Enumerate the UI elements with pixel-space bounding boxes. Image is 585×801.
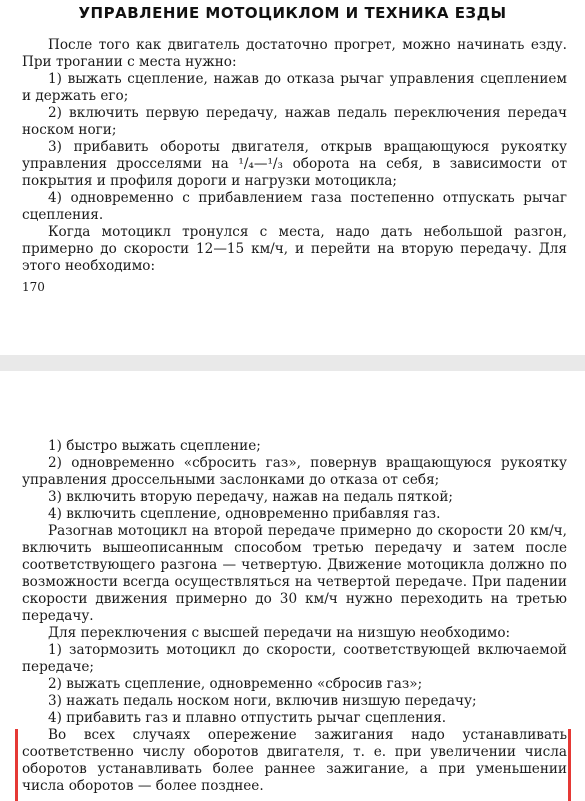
- list-item: 1) затормозить мотоцикл до скорости, соответствующей включаемой передаче;: [22, 642, 567, 675]
- paragraph: После того как двигатель достаточно прогрет, можно начинать езду. При трогании с места нужно:: [22, 37, 567, 70]
- list-item: 3) включить вторую передачу, нажав на педаль пяткой;: [48, 489, 453, 505]
- highlight-marker-right: [568, 729, 571, 801]
- paragraph: Разогнав мотоцикл на второй передаче примерно до скорости 20 км/ч, включить вышеописанным способом третью передачу и затем после соответствующего разгона — четвертую. Движение мотоцикла должно по возможности всегда осуществляться на четвертой передаче. При падении скорости движения примерно до 30 км/ч нужно переходить на третью передачу.: [22, 523, 567, 624]
- paragraph: Когда мотоцикл тронулся с места, надо дать небольшой разгон, примерно до скорости 12—15 км/ч, и перейти на вторую передачу. Для этого необходимо:: [22, 224, 567, 274]
- list-item: 2) одновременно «сбросить газ», повернув вращающуюся рукоятку управления дроссельными заслонками до отказа от себя;: [22, 455, 567, 488]
- list-item: 3) прибавить обороты двигателя, открыв вращающуюся рукоятку управления дросселями на ¹/₄—¹/₃ оборота на себя, в зависимости от покрытия и профиля дороги и нагрузки мотоцикла;: [22, 139, 567, 189]
- list-item: 4) прибавить газ и плавно отпустить рычаг сцепления.: [48, 710, 447, 726]
- list-item: 1) быстро выжать сцепление;: [48, 438, 261, 454]
- page-separator: [0, 355, 585, 371]
- highlighted-paragraph: Во всех случаях опережение зажигания надо устанавливать соответственно числу оборотов двигателя, т. е. при увеличении числа оборотов устанавливать более раннее зажигание, а при уменьшении числа оборотов — более позднее.: [22, 727, 567, 794]
- page-upper: [0, 0, 585, 355]
- list-item: 2) включить первую передачу, нажав педаль переключения передач носком ноги;: [22, 105, 567, 138]
- highlight-marker-left: [15, 729, 18, 801]
- list-item: 3) нажать педаль носком ноги, включив низшую передачу;: [48, 693, 477, 709]
- page-number: 170: [22, 280, 45, 294]
- chapter-title: УПРАВЛЕНИЕ МОТОЦИКЛОМ И ТЕХНИКА ЕЗДЫ: [78, 4, 507, 22]
- list-item: 2) выжать сцепление, одновременно «сбросив газ»;: [48, 676, 423, 692]
- lower-body-text: [22, 438, 567, 795]
- list-item: 1) выжать сцепление, нажав до отказа рычаг управления сцеплением и держать его;: [22, 71, 567, 104]
- upper-body-text: [22, 37, 567, 296]
- list-item: 4) одновременно с прибавлением газа постепенно отпускать рычаг сцепления.: [22, 190, 567, 223]
- list-item: 4) включить сцепление, одновременно прибавляя газ.: [48, 506, 441, 522]
- page-lower: [0, 371, 585, 800]
- paragraph: Для переключения с высшей передачи на низшую необходимо:: [48, 625, 511, 641]
